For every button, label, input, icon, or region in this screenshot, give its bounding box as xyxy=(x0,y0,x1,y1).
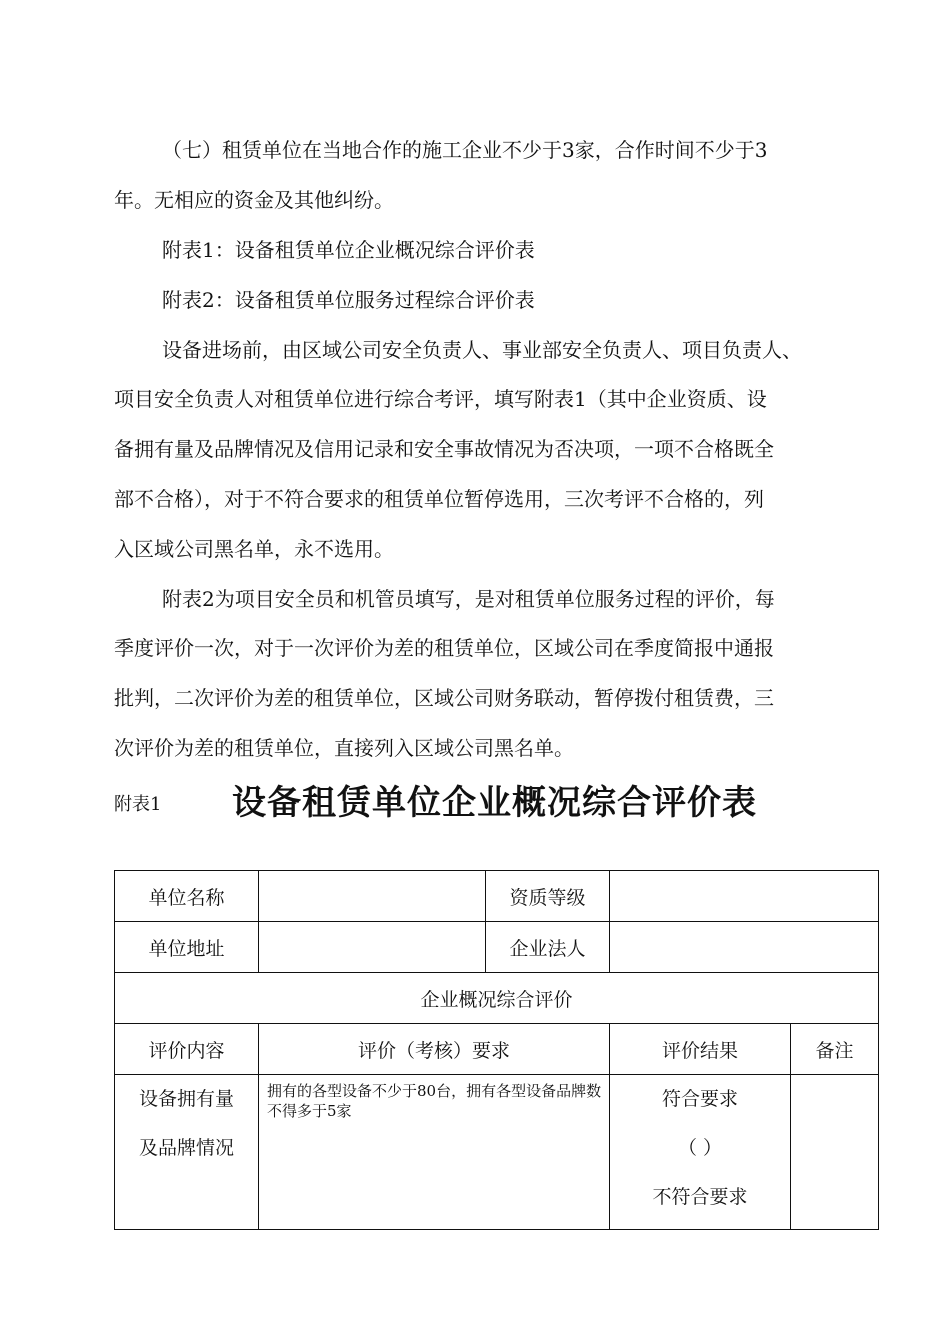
unit-address-label: 单位地址 xyxy=(115,922,259,973)
paragraph-line: 批判，二次评价为差的租赁单位，区域公司财务联动，暂停拨付租赁费，三 xyxy=(114,686,774,710)
paragraph-line: 备拥有量及品牌情况及信用记录和安全事故情况为否决项，一项不合格既全 xyxy=(114,437,774,461)
legal-rep-label: 企业法人 xyxy=(486,922,610,973)
paragraph-line: 年。无相应的资金及其他纠纷。 xyxy=(114,188,394,212)
paragraph-line: 附表2为项目安全员和机管员填写，是对租赁单位服务过程的评价，每 xyxy=(162,587,775,611)
evaluation-content-cell xyxy=(115,1075,259,1230)
paragraph-line: 项目安全负责人对租赁单位进行综合考评，填写附表1（其中企业资质、设 xyxy=(114,387,767,411)
table-row xyxy=(115,1075,879,1230)
paragraph-line: （七）租赁单位在当地合作的施工企业不少于3家，合作时间不少于3 xyxy=(162,138,768,162)
column-header-row xyxy=(115,1024,879,1075)
paragraph-line: 季度评价一次，对于一次评价为差的租赁单位，区域公司在季度简报中通报 xyxy=(114,636,774,660)
remark-cell[interactable] xyxy=(791,1075,879,1230)
column-header: 评价内容 xyxy=(115,1024,259,1075)
table-row xyxy=(115,922,879,973)
evaluation-table xyxy=(114,870,879,1230)
unit-address-field[interactable] xyxy=(259,922,486,973)
section-header: 企业概况综合评价 xyxy=(115,973,879,1024)
paragraph-line: 设备进场前，由区域公司安全负责人、事业部安全负责人、项目负责人、 xyxy=(162,338,802,362)
result-checkbox[interactable]: （ ） xyxy=(677,1137,723,1159)
paragraph-line: 次评价为差的租赁单位，直接列入区域公司黑名单。 xyxy=(114,736,574,760)
paragraph-line: 附表2：设备租赁单位服务过程综合评价表 xyxy=(162,288,535,312)
requirement-cell: 拥有的各型设备不少于80台，拥有各型设备品牌数不得多于5家 xyxy=(259,1075,610,1230)
table-row xyxy=(115,871,879,922)
column-header: 备注 xyxy=(791,1024,879,1075)
unit-name-label: 单位名称 xyxy=(115,871,259,922)
content-line: 设备拥有量 xyxy=(138,1088,234,1110)
result-pass-option[interactable]: 符合要求 xyxy=(661,1088,738,1110)
result-cell[interactable] xyxy=(610,1075,791,1230)
table-caption: 附表1 xyxy=(114,794,162,815)
qualification-field[interactable] xyxy=(610,871,879,922)
column-header: 评价结果 xyxy=(610,1024,791,1075)
paragraph-line: 部不合格），对于不符合要求的租赁单位暂停选用，三次考评不合格的，列 xyxy=(114,487,764,511)
content-line: 及品牌情况 xyxy=(138,1137,234,1159)
paragraph-line: 入区域公司黑名单，永不选用。 xyxy=(114,537,394,561)
table-row xyxy=(115,973,879,1024)
legal-rep-field[interactable] xyxy=(610,922,879,973)
result-fail-option[interactable]: 不符合要求 xyxy=(652,1186,748,1208)
table-title: 设备租赁单位企业概况综合评价表 xyxy=(232,783,757,823)
paragraph-line: 附表1：设备租赁单位企业概况综合评价表 xyxy=(162,238,535,262)
unit-name-field[interactable] xyxy=(259,871,486,922)
qualification-label: 资质等级 xyxy=(486,871,610,922)
column-header: 评价（考核）要求 xyxy=(259,1024,610,1075)
